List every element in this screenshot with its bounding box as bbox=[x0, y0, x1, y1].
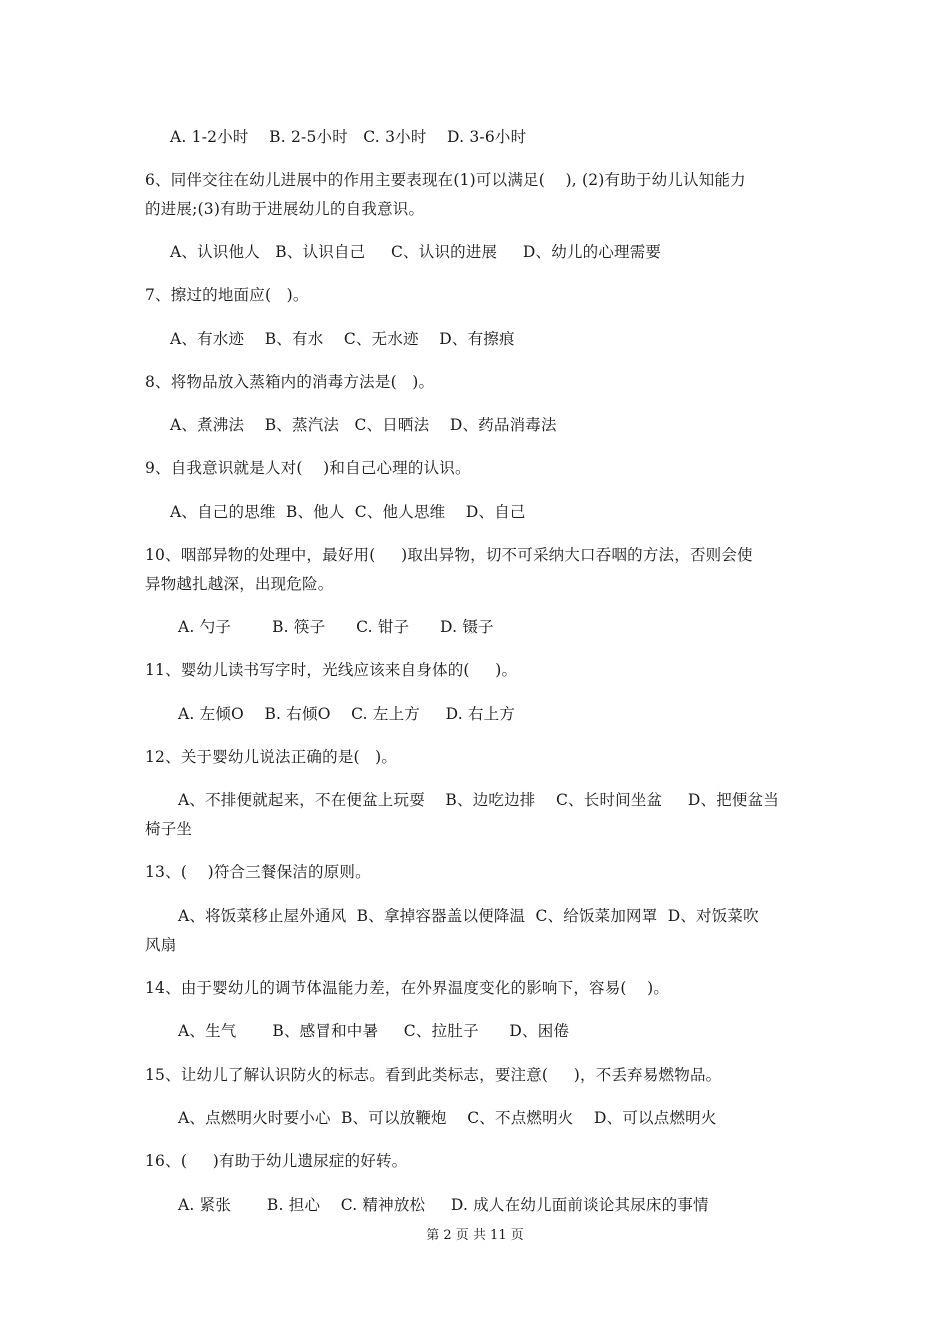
q16-options: A. 紧张 B. 担心 C. 精神放松 D. 成人在幼儿面前谈论其尿床的事情 bbox=[178, 1196, 709, 1214]
q5-options: A. 1-2小时 B. 2-5小时 C. 3小时 D. 3-6小时 bbox=[170, 128, 527, 146]
q6-text-line-2: 的进展;(3)有助于进展幼儿的自我意识。 bbox=[145, 200, 425, 218]
q15-text: 15、让幼儿了解认识防火的标志。看到此类标志，要注意( )，不丢弃易燃物品。 bbox=[145, 1066, 722, 1084]
q16-text: 16、( )有助于幼儿遗尿症的好转。 bbox=[145, 1152, 408, 1170]
q13-options-line-2: 风扇 bbox=[145, 936, 177, 954]
q8-text: 8、将物品放入蒸箱内的消毒方法是( )。 bbox=[145, 373, 435, 391]
q10-text-line-1: 10、咽部异物的处理中，最好用( )取出异物，切不可采纳大口吞咽的方法，否则会使 bbox=[145, 546, 753, 564]
q9-text: 9、自我意识就是人对( )和自己心理的认识。 bbox=[145, 459, 471, 477]
q13-options-line-1: A、将饭菜移止屋外通风 B、拿掉容器盖以便降温 C、给饭菜加网罩 D、对饭菜吹 bbox=[178, 907, 759, 925]
q6-options: A、认识他人 B、认识自己 C、认识的进展 D、幼儿的心理需要 bbox=[170, 243, 662, 261]
q15-options: A、点燃明火时要小心 B、可以放鞭炮 C、不点燃明火 D、可以点燃明火 bbox=[178, 1109, 717, 1127]
page-footer: 第 2 页 共 11 页 bbox=[426, 1228, 524, 1243]
q8-options: A、煮沸法 B、蒸汽法 C、日晒法 D、药品消毒法 bbox=[170, 416, 557, 434]
q12-options-line-2: 椅子坐 bbox=[145, 820, 193, 838]
q9-options: A、自己的思维 B、他人 C、他人思维 D、自己 bbox=[170, 503, 526, 521]
q11-options: A. 左倾O B. 右倾O C. 左上方 D. 右上方 bbox=[178, 705, 516, 723]
q14-options: A、生气 B、感冒和中暑 C、拉肚子 D、困倦 bbox=[178, 1022, 570, 1040]
q7-options: A、有水迹 B、有水 C、无水迹 D、有擦痕 bbox=[170, 330, 515, 348]
q12-options-line-1: A、不排便就起来，不在便盆上玩耍 B、边吃边排 C、长时间坐盆 D、把便盆当 bbox=[178, 791, 780, 809]
q11-text: 11、婴幼儿读书写字时，光线应该来自身体的( )。 bbox=[145, 661, 518, 679]
q12-text: 12、关于婴幼儿说法正确的是( )。 bbox=[145, 748, 398, 766]
q14-text: 14、由于婴幼儿的调节体温能力差，在外界温度变化的影响下，容易( )。 bbox=[145, 979, 670, 997]
q7-text: 7、擦过的地面应( )。 bbox=[145, 286, 309, 304]
q10-text-line-2: 异物越扎越深，出现危险。 bbox=[145, 575, 334, 593]
q13-text: 13、( )符合三餐保洁的原则。 bbox=[145, 863, 371, 881]
q10-options: A. 勺子 B. 筷子 C. 钳子 D. 镊子 bbox=[178, 618, 494, 636]
q6-text-line-1: 6、同伴交往在幼儿进展中的作用主要表现在(1)可以满足( ), (2)有助于幼儿认知能力 bbox=[145, 171, 746, 189]
